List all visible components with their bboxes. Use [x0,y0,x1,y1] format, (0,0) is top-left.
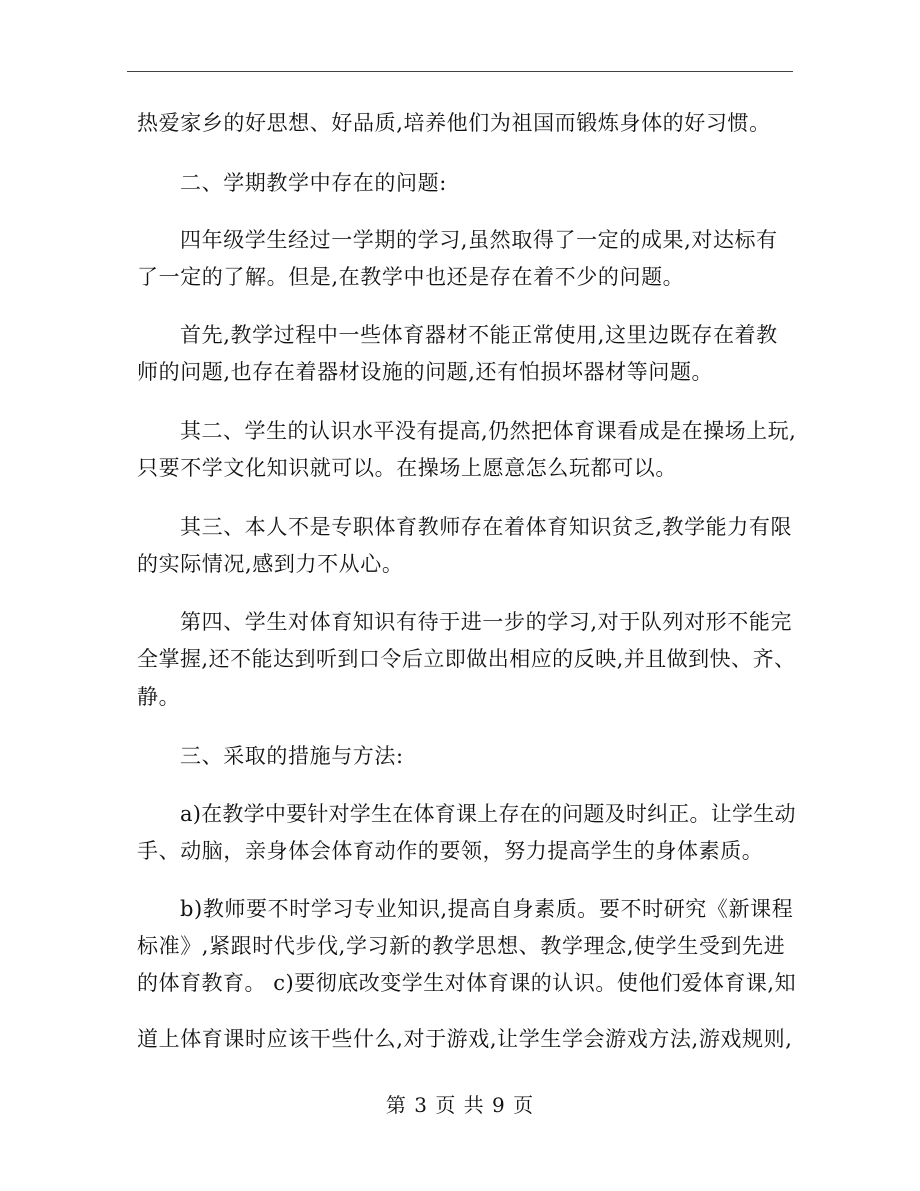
text-line: 全掌握,还不能达到听到口令后立即做出相应的反映,并且做到快、齐、 [137,647,796,671]
text-line: 师的问题,也存在着器材设施的问题,还有怕损坏器材等问题。 [137,360,714,384]
text-line: 静。 [137,685,181,709]
text-line: 手、动脑，亲身体会体育动作的要领，努力提高学生的身体素质。 [137,839,764,863]
text-line: 道上体育课时应该干些什么,对于游戏,让学生学会游戏方法,游戏规则, [137,1027,793,1051]
text-line: 的体育教育。 c)要彻底改变学生对体育课的认识。使他们爱体育课,知 [137,971,797,995]
text-line: 第四、学生对体育知识有待于进一步的学习,对于队列对形不能完 [180,610,793,634]
text-line: 热爱家乡的好思想、好品质,培养他们为祖国而锻炼身体的好习惯。 [137,111,771,135]
text-line: 首先,教学过程中一些体育器材不能正常使用,这里边既存在着教 [180,323,778,347]
text-line: 的实际情况,感到力不从心。 [137,552,404,576]
section-heading: 三、采取的措施与方法: [180,744,404,768]
text-line: a)在教学中要针对学生在体育课上存在的问题及时纠正。让学生动 [180,802,796,826]
text-line: 四年级学生经过一学期的学习,虽然取得了一定的成果,对达标有 [180,228,778,252]
header-rule [127,71,793,72]
text-line: 其二、学生的认识水平没有提高,仍然把体育课看成是在操场上玩, [180,419,797,443]
text-line: 其三、本人不是专职体育教师存在着体育知识贫乏,教学能力有限 [180,515,793,539]
text-line: b)教师要不时学习专业知识,提高自身素质。要不时研究《新课程 [180,897,794,921]
page-number-footer: 第 3 页 共 9 页 [385,1093,535,1117]
text-line: 标准》,紧跟时代步伐,学习新的教学思想、教学理念,使学生受到先进 [137,934,786,958]
section-heading: 二、学期教学中存在的问题: [180,171,447,195]
text-line: 只要不学文化知识就可以。在操场上愿意怎么玩都可以。 [137,456,677,480]
text-line: 了一定的了解。但是,在教学中也还是存在着不少的问题。 [137,265,685,289]
